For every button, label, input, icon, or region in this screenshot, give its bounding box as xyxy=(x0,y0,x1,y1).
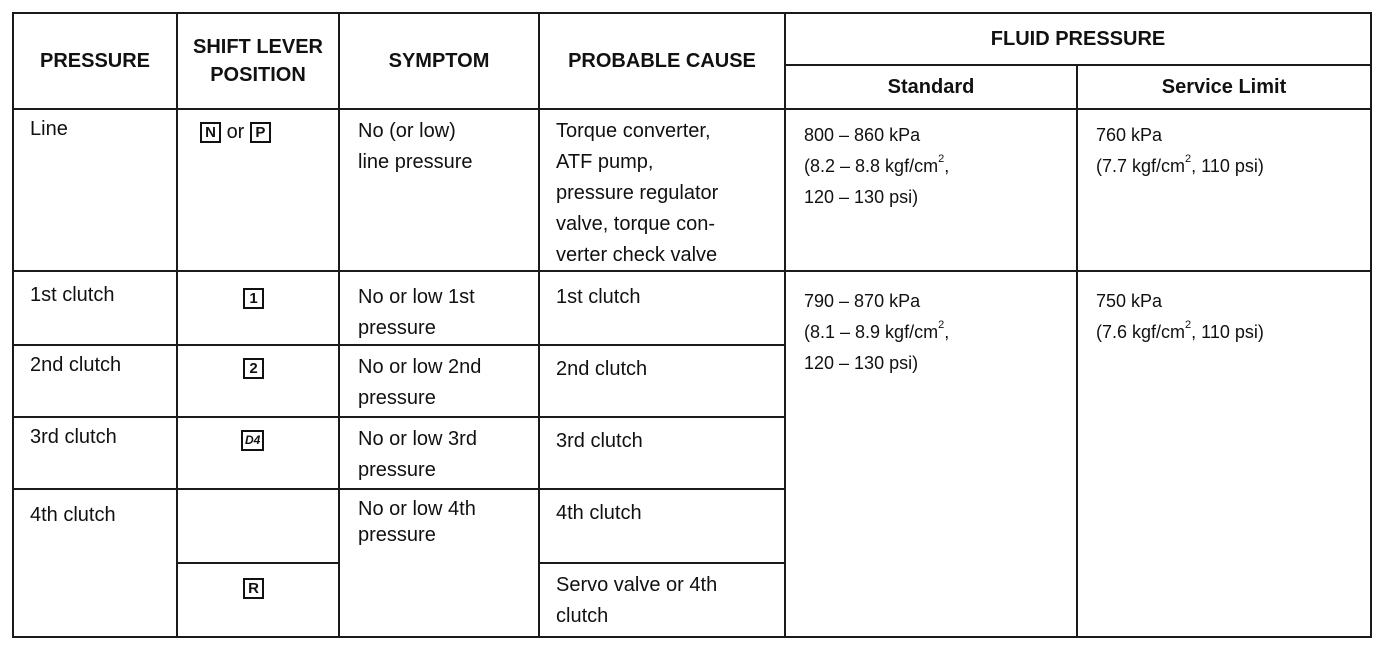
row-line-cause-line-2: ATF pump, xyxy=(556,151,654,173)
row-reverse-cause xyxy=(556,570,717,632)
row-2nd-symptom-line-2: pressure xyxy=(358,387,436,409)
row-reverse-position xyxy=(243,576,264,600)
row-4th-cause: 4th clutch xyxy=(556,502,642,524)
row-2nd-symptom xyxy=(358,352,481,414)
header-shift-lever-line-2: POSITION xyxy=(210,64,306,86)
shift-key-joiner: or xyxy=(226,121,245,143)
header-probable-cause: PROBABLE CAUSE xyxy=(568,49,756,72)
col-divider-5 xyxy=(1076,66,1078,638)
row-reverse-cause-divider xyxy=(538,562,786,564)
row-1st-position xyxy=(243,286,264,310)
row-3rd-divider xyxy=(12,488,786,490)
shift-key-1: 1 xyxy=(243,288,264,309)
header-service-limit: Service Limit xyxy=(1161,75,1287,98)
row-reverse-cause-line-1: Servo valve or 4th xyxy=(556,574,718,596)
shift-key-r: R xyxy=(243,578,264,599)
row-4th-symptom-line-2: pressure xyxy=(358,524,436,546)
row-3rd-symptom xyxy=(358,424,477,486)
row-line-position xyxy=(200,120,271,144)
row-line-service-limit xyxy=(1096,120,1264,182)
row-1st-cause: 1st clutch xyxy=(556,286,641,308)
row-1st-pressure: 1st clutch xyxy=(30,284,115,306)
row-2nd-symptom-line-1: No or low 2nd xyxy=(358,356,482,378)
row-line-cause-line-5: verter check valve xyxy=(556,244,718,266)
row-line-pressure: Line xyxy=(30,118,68,140)
row-reverse-cause-line-2: clutch xyxy=(556,605,609,627)
row-4th-symptom xyxy=(358,496,476,548)
row-line-standard-line-2: (8.2 – 8.8 kgf/$cm^2$, xyxy=(804,153,950,176)
table-border-right xyxy=(1370,12,1372,638)
shift-key-2: 2 xyxy=(243,358,264,379)
row-4th-pressure: 4th clutch xyxy=(30,504,116,526)
row-1st-symptom-line-1: No or low 1st xyxy=(358,286,475,308)
header-divider xyxy=(12,108,1372,110)
row-line-cause-line-1: Torque converter, xyxy=(556,120,711,142)
row-reverse-position-divider xyxy=(176,562,340,564)
clutch-service-line-1: 750 kPa xyxy=(1096,291,1163,311)
row-2nd-divider xyxy=(12,416,786,418)
row-line-symptom-line-2: line pressure xyxy=(358,151,473,173)
row-3rd-pressure: 3rd clutch xyxy=(30,426,117,448)
row-3rd-symptom-line-1: No or low 3rd xyxy=(358,428,477,450)
row-line-standard-line-1: 800 – 860 kPa xyxy=(804,125,921,145)
row-line-cause-line-4: valve, torque con- xyxy=(556,213,715,235)
row-line-symptom xyxy=(358,116,473,178)
header-pressure: PRESSURE xyxy=(39,49,151,72)
header-symptom: SYMPTOM xyxy=(388,49,490,72)
row-1st-symptom xyxy=(358,282,475,344)
row-1st-divider xyxy=(12,344,786,346)
header-shift-lever-line-1: SHIFT LEVER xyxy=(192,36,323,58)
row-2nd-position xyxy=(243,356,264,380)
row-3rd-position xyxy=(241,428,264,452)
row-line-service-line-2: (7.7 kgf/$cm^2$, 110 psi) xyxy=(1096,153,1264,176)
row-line-cause-line-3: pressure regulator xyxy=(556,182,719,204)
clutch-standard-line-1: 790 – 870 kPa xyxy=(804,291,921,311)
clutch-standard-line-2: (8.1 – 8.9 kgf/$cm^2$, xyxy=(804,319,950,342)
header-standard: Standard xyxy=(887,75,975,98)
clutch-service-limit xyxy=(1096,286,1264,348)
shift-key-d4: D4 xyxy=(241,430,264,451)
row-4th-symptom-line-1: No or low 4th xyxy=(358,498,476,520)
header-fluid-pressure: FLUID PRESSURE xyxy=(990,27,1166,50)
row-line-symptom-line-1: No (or low) xyxy=(358,120,456,142)
clutch-standard-line-3: 120 – 130 psi) xyxy=(804,353,919,373)
row-1st-symptom-line-2: pressure xyxy=(358,317,436,339)
clutch-service-line-2: (7.6 kgf/$cm^2$, 110 psi) xyxy=(1096,319,1264,342)
row-line-cause xyxy=(556,116,718,271)
shift-key-n: N xyxy=(200,122,221,143)
clutch-standard xyxy=(804,286,949,379)
row-2nd-pressure: 2nd clutch xyxy=(30,354,122,376)
row-line-standard xyxy=(804,120,949,213)
row-line-service-line-1: 760 kPa xyxy=(1096,125,1163,145)
header-shift-lever-position xyxy=(178,14,338,108)
table-border-bottom xyxy=(12,636,1372,638)
row-3rd-cause: 3rd clutch xyxy=(556,430,643,452)
shift-key-p: P xyxy=(250,122,271,143)
row-line-standard-line-3: 120 – 130 psi) xyxy=(804,187,919,207)
row-3rd-symptom-line-2: pressure xyxy=(358,459,436,481)
row-2nd-cause: 2nd clutch xyxy=(556,358,648,380)
